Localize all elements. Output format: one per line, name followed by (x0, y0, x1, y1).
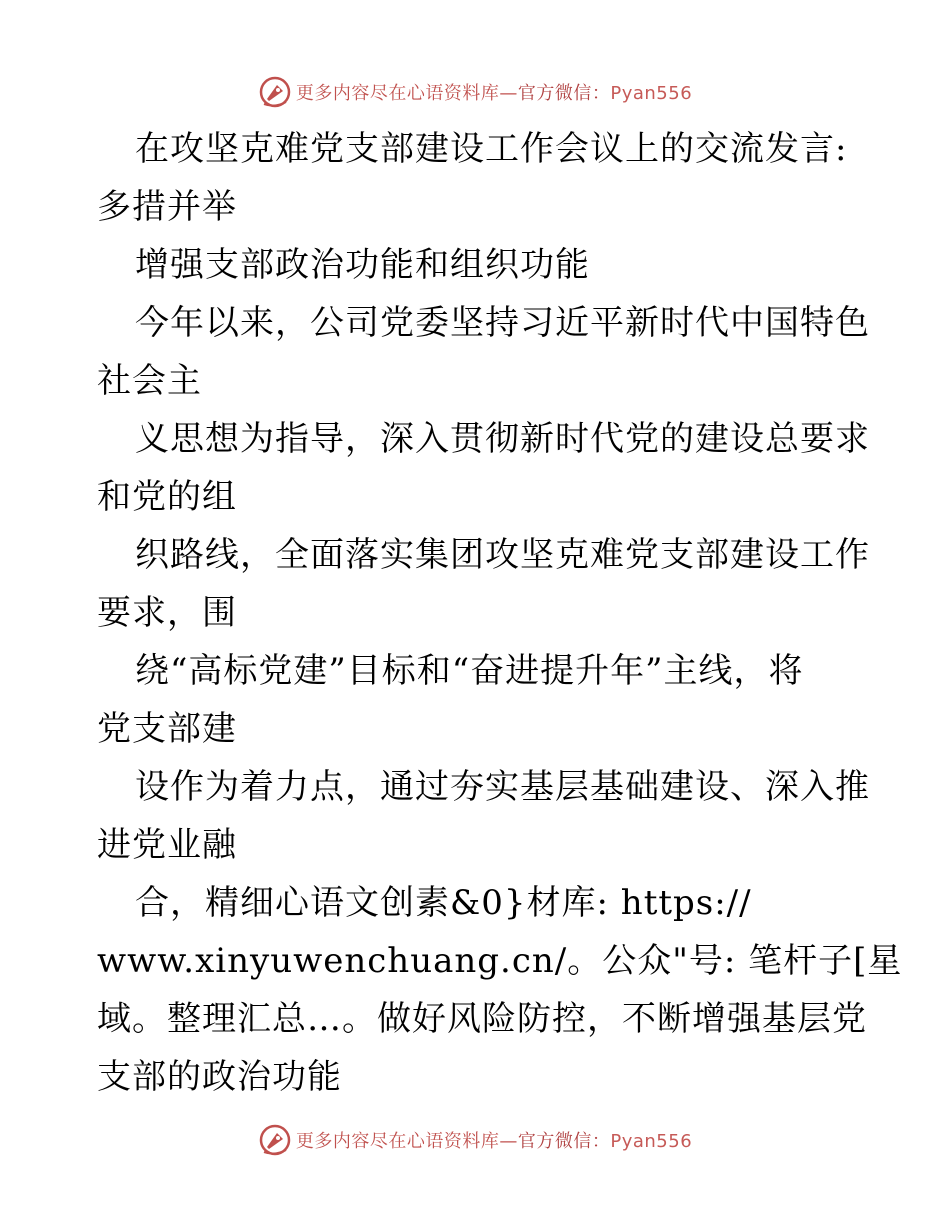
wechat-label: 官方微信： (517, 1131, 611, 1152)
paragraph-line: 支部的政治功能 (97, 1057, 342, 1097)
pen-nib-circle-icon (258, 1123, 292, 1157)
paragraph-line: 绕“高标党建”目标和“奋进提升年”主线，将 (135, 651, 804, 691)
paragraph-line: 合，精细心语文创素&0}材库: https:// (135, 883, 752, 923)
paragraph-line: www.xinyuwenchuang.cn/。公众"号: 笔杆子[星 (97, 941, 903, 981)
header-banner-text (296, 79, 692, 105)
paragraph-line: 今年以来，公司党委坚持习近平新时代中国特色 (135, 303, 870, 343)
banner-separator: — (499, 83, 518, 104)
paragraph-line: 进党业融 (97, 825, 237, 865)
title-line: 多措并举 (97, 187, 237, 227)
wechat-id: Pyan556 (610, 1131, 693, 1152)
footer-banner-content (258, 1123, 692, 1157)
footer-banner (0, 1120, 950, 1160)
paragraph-line: 设作为着力点，通过夯实基层基础建设、深入推 (135, 767, 870, 807)
paragraph-line: 织路线，全面落实集团攻坚克难党支部建设工作 (135, 535, 870, 575)
header-banner (0, 72, 950, 112)
brand-text: 更多内容尽在心语资料库 (295, 83, 500, 104)
footer-banner-text (296, 1127, 692, 1153)
paragraph-line: 域。整理汇总…。做好风险防控，不断增强基层党 (97, 999, 867, 1039)
header-banner-content (258, 75, 692, 109)
wechat-label: 官方微信： (517, 83, 611, 104)
banner-separator: — (499, 1131, 518, 1152)
paragraph-line: 社会主 (97, 361, 202, 401)
document-body (97, 120, 903, 1106)
paragraph-line: 要求，围 (97, 593, 237, 633)
brand-text: 更多内容尽在心语资料库 (295, 1131, 500, 1152)
subtitle-line: 增强支部政治功能和组织功能 (135, 245, 590, 285)
title-line: 在攻坚克难党支部建设工作会议上的交流发言: (135, 129, 848, 169)
paragraph-line: 党支部建 (97, 709, 237, 749)
paragraph-line: 和党的组 (97, 477, 237, 517)
pen-nib-circle-icon (258, 75, 292, 109)
wechat-id: Pyan556 (610, 83, 693, 104)
paragraph-line: 义思想为指导，深入贯彻新时代党的建设总要求 (135, 419, 870, 459)
